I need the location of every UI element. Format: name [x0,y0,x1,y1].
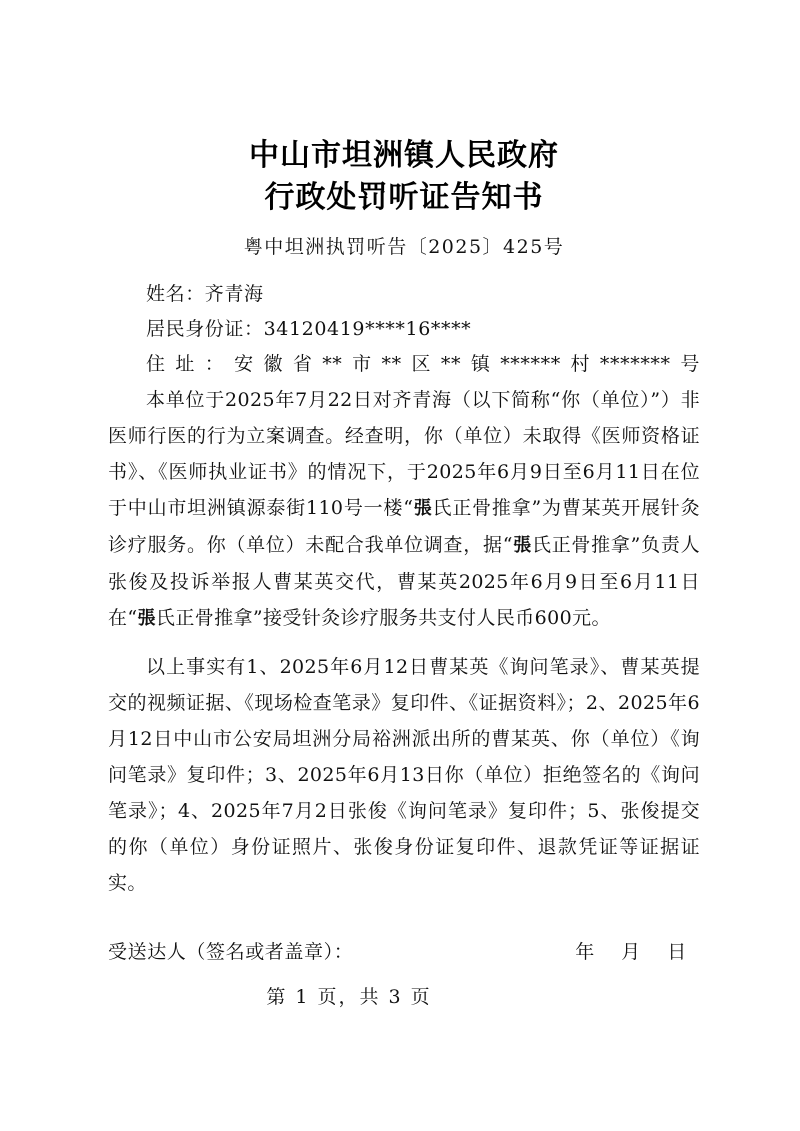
document-number: 粤中坦洲执罚听告〔2025〕425号 [243,236,565,258]
party-id-line: 居民身份证：34120419****16**** [146,318,472,340]
traditional-glyph-zhang-2: 張 [512,535,532,556]
date-fields [562,935,700,969]
facts-text-d: 氏正骨推拿”接受针灸诊疗服务共支付人民币600元。 [155,607,611,629]
body-paragraph-evidence: 以上事实有1、2025年6月12日曹某英《询问笔录》、曹某英提交的视频证据、《现场检查笔录》复印件、《证据资料》；2、2025年6月12日中山市公安局坦洲分局裕洲派出所的曹某英、你（单位）《询问笔录》复印件；3、2025年6月13日你（单位）拒绝签名的《询问笔录》；4、2025年7月2日张俊《询问笔录》复印件；5、张俊提交的你（单位）身份证照片、张俊身份证复印件、退款凭证等证据证实。 [108,656,700,894]
page-title-line-1: 中山市坦洲镇人民政府 [249,138,559,173]
date-day-label: 日 [667,941,687,963]
party-info-block [108,277,700,382]
signature-line [108,935,700,969]
party-name-line: 姓名：齐青海 [146,283,264,305]
page-number: 第 1 页，共 3 页 [266,986,432,1008]
party-address-line: 住址：安徽省**市**区**镇******村*******号 [146,353,700,375]
date-month-label: 月 [621,941,641,963]
page-title-line-2: 行政处罚听证告知书 [264,180,544,215]
traditional-glyph-zhang-3: 張 [137,608,156,629]
facts-text-c: 氏正骨推拿”负责人张俊及投诉举报人曹某英交代，曹某英2025年6月9日至6月11日在“ [108,534,700,629]
document-footer [108,935,700,1013]
document-title-block [108,135,700,219]
signature-label: 受送达人（签名或者盖章）： [108,941,354,963]
facts-text-b: 氏正骨推拿”为曹某英开展针灸诊疗服务。你（单位）未配合我单位调查，据“ [108,497,700,556]
traditional-glyph-zhang-1: 張 [413,498,433,519]
body-paragraph-facts [108,382,700,637]
document-content [108,0,700,1013]
date-year-label: 年 [575,941,595,963]
facts-text-a: 本单位于2025年7月22日对齐青海（以下简称“你（单位）”）非医师行医的行为立案调查。经查明，你（单位）未取得《医师资格证书》、《医师执业证书》的情况下，于2025年6月9日至6月11日在位于中山市坦洲镇源泰街110号一楼“ [108,389,700,519]
